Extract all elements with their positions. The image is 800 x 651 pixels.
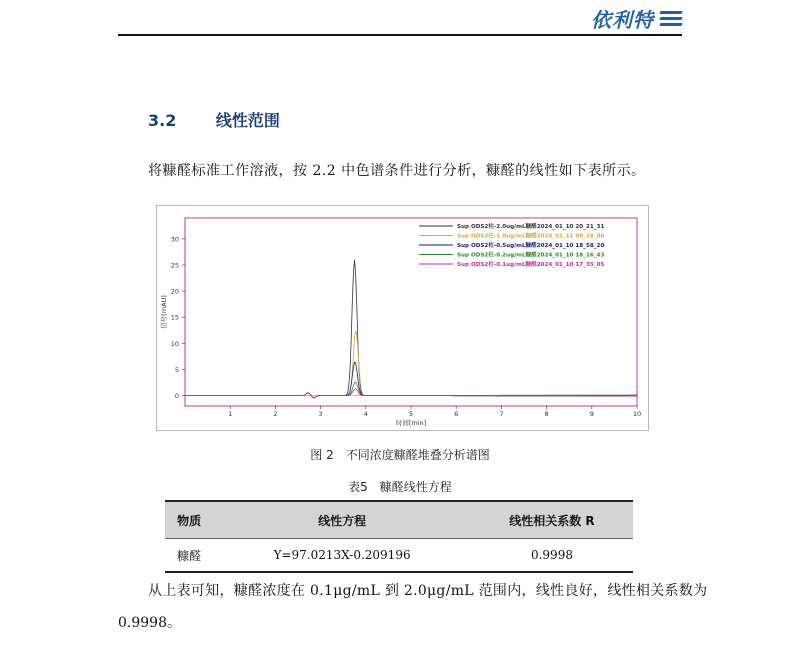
table-header-row <box>165 501 633 539</box>
x-tick-label: 5 <box>408 410 414 418</box>
x-tick-label: 6 <box>454 410 459 418</box>
chromatogram-trace <box>185 260 637 398</box>
legend-entry: Sup ODS2柱-0.5ug/mL糠醛2024_01_10 18_58_20 <box>457 243 605 249</box>
legend-entry: Sup ODS2柱-0.2ug/mL糠醛2024_01_10 18_16_43 <box>457 252 605 259</box>
x-tick-label: 8 <box>544 410 549 418</box>
chromatogram-trace <box>185 362 637 398</box>
chromatogram-trace <box>185 389 637 398</box>
logo-mark-icon <box>660 11 682 26</box>
x-tick-label: 4 <box>363 410 368 418</box>
conclusion-line-2: 0.9998。 <box>118 615 181 631</box>
x-tick-label: 3 <box>318 410 323 418</box>
y-tick-label: 10 <box>170 339 179 348</box>
section-title: 线性范围 <box>215 111 280 130</box>
table-header-cell: 线性方程 <box>213 501 471 539</box>
y-tick-label: 25 <box>170 261 179 270</box>
table-header-cell: 线性相关系数 R <box>471 501 633 539</box>
table-cell: 糠醛 <box>165 539 213 573</box>
header-rule <box>118 34 682 36</box>
legend-entry: Sup ODS2柱-1.0ug/mL糠醛2024_01_11 09_18_06 <box>457 233 605 240</box>
chromatogram-trace <box>185 331 637 398</box>
legend-entry: Sup ODS2柱-0.1ug/mL糠醛2024_01_10 17_35_05 <box>457 262 605 268</box>
section-heading <box>148 108 280 131</box>
x-tick-label: 2 <box>273 410 278 418</box>
table-row <box>165 539 633 573</box>
x-tick-label: 9 <box>589 410 594 418</box>
table-cell: Y=97.0213X-0.209196 <box>213 539 471 573</box>
y-tick-label: 0 <box>174 392 179 401</box>
legend-entry: Sup ODS2柱-2.0ug/mL糠醛2024_01_10 20_21_31 <box>457 224 605 230</box>
intro-paragraph: 将糠醛标准工作溶液，按 2.2 中色谱条件进行分析，糠醛的线性如下表所示。 <box>148 163 646 179</box>
table-caption: 表5 糠醛线性方程 <box>348 480 452 494</box>
x-tick-label: 1 <box>228 410 233 418</box>
table-header-cell: 物质 <box>165 501 213 539</box>
logo-text: 依利特 <box>591 7 654 32</box>
section-number: 3.2 <box>148 111 177 130</box>
y-tick-label: 15 <box>170 313 179 322</box>
chromatogram-chart <box>157 206 648 430</box>
conclusion-line-1: 从上表可知，糠醛浓度在 0.1μg/mL 到 2.0μg/mL 范围内，线性良好，线性相关系数为 <box>148 583 708 599</box>
company-logo <box>591 4 682 32</box>
y-axis-label: 信号[mAU] <box>160 295 168 329</box>
y-tick-label: 5 <box>174 365 179 374</box>
x-axis-label: 时间[min] <box>395 419 427 427</box>
table-cell: 0.9998 <box>471 539 633 573</box>
figure-caption: 图 2 不同浓度糠醛堆叠分析谱图 <box>310 448 490 462</box>
linearity-table <box>165 500 633 573</box>
x-tick-label: 7 <box>499 410 504 418</box>
y-tick-label: 20 <box>170 287 179 296</box>
y-tick-label: 30 <box>170 235 179 244</box>
chromatogram-figure <box>156 205 649 431</box>
x-tick-label: 10 <box>632 410 642 418</box>
